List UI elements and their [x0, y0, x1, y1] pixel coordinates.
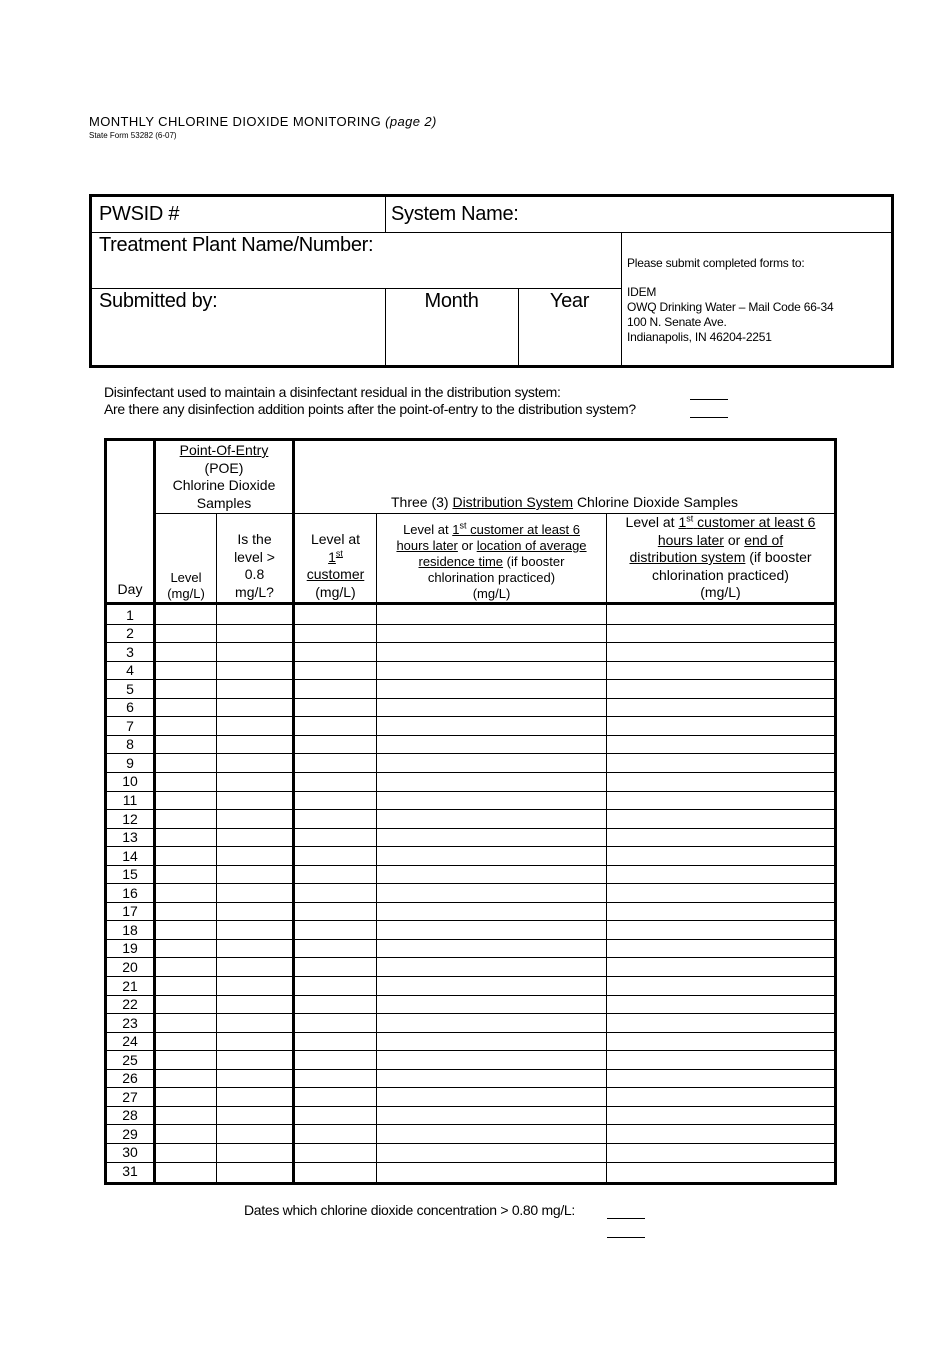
- day-number: 23: [122, 1014, 138, 1031]
- header-text: Level at: [403, 522, 449, 537]
- table-row-divider: [104, 624, 837, 625]
- poe-line: Samples: [196, 494, 252, 511]
- table-row-divider: [104, 1143, 837, 1144]
- header-text: customer at least 6: [470, 522, 580, 537]
- column-divider: [153, 438, 156, 1185]
- day-number: 19: [122, 940, 138, 957]
- header-text: (if booster: [506, 554, 565, 569]
- form-number: State Form 53282 (6-07): [89, 131, 177, 140]
- table-row-divider: [104, 1124, 837, 1125]
- table-row-divider: [104, 642, 837, 643]
- table-row-divider: [104, 661, 837, 662]
- dates-answer-line[interactable]: [607, 1237, 645, 1238]
- header-sup: st: [686, 513, 694, 524]
- table-row-divider: [104, 809, 837, 810]
- day-number: 6: [126, 699, 134, 716]
- day-number: 13: [122, 829, 138, 846]
- header-line: customer: [306, 566, 365, 582]
- day-number: 3: [126, 643, 134, 660]
- dist-first-header: [295, 531, 376, 601]
- header-text: chlorination practiced): [427, 570, 556, 585]
- table-row-divider: [104, 753, 837, 754]
- poe-title: Point-Of-Entry: [179, 442, 269, 458]
- submitted-by-label: Submitted by:: [99, 290, 218, 312]
- header-line: Level: [170, 570, 202, 585]
- day-number: 2: [126, 625, 134, 642]
- header-text: location of average: [476, 538, 587, 553]
- address-line: Indianapolis, IN 46204-2251: [627, 330, 772, 344]
- distribution-group-header: [295, 494, 834, 512]
- poe-level-header: [156, 570, 216, 602]
- form-title-page: (page 2): [385, 114, 437, 129]
- dist-underlined: Distribution System: [452, 494, 574, 510]
- header-text: Level at: [625, 514, 675, 530]
- treatment-plant-label: Treatment Plant Name/Number:: [99, 234, 374, 256]
- header-line: (mg/L): [167, 586, 205, 601]
- table-row-divider: [104, 735, 837, 736]
- table-row-divider: [104, 976, 837, 977]
- column-divider: [606, 513, 607, 1185]
- poe-group-header: [156, 442, 292, 512]
- day-number: 14: [122, 847, 138, 864]
- dist-end-header: [607, 514, 834, 602]
- divider: [385, 197, 386, 233]
- dist-average-header: [377, 522, 606, 602]
- addition-points-answer-line[interactable]: [690, 417, 728, 418]
- header-text: hours later: [657, 531, 724, 548]
- day-number: 20: [122, 958, 138, 975]
- day-number: 11: [122, 792, 138, 808]
- header-line: (mg/L): [315, 583, 356, 600]
- divider: [92, 288, 621, 289]
- header-ordinal: 1: [328, 548, 336, 565]
- divider: [621, 233, 622, 365]
- day-number: 25: [122, 1051, 138, 1068]
- header-text: residence time: [418, 554, 504, 569]
- header-line: 0.8: [244, 566, 265, 582]
- dates-over-limit-label: Dates which chlorine dioxide concentration > 0.80 mg/L:: [244, 1202, 575, 1218]
- info-box: [89, 194, 894, 368]
- table-row-divider: [104, 995, 837, 996]
- day-number: 10: [122, 773, 138, 790]
- day-number: 9: [126, 754, 134, 771]
- header-text: hours later: [396, 538, 458, 553]
- day-number: 22: [122, 996, 138, 1013]
- header-text: or: [461, 538, 474, 553]
- day-number: 5: [126, 680, 134, 697]
- table-border: [104, 438, 837, 441]
- header-text: customer at least 6: [697, 514, 816, 530]
- table-row-divider: [104, 846, 837, 847]
- year-label: Year: [549, 290, 590, 312]
- table-row-divider: [104, 772, 837, 773]
- table-row-divider: [104, 791, 837, 792]
- day-number: 24: [122, 1033, 138, 1050]
- header-text: chlorination practiced): [652, 566, 789, 583]
- header-line: Level at: [310, 531, 361, 547]
- header-ordinal: 1: [678, 514, 687, 530]
- monitoring-table: [104, 438, 837, 1185]
- header-text: end of: [744, 531, 784, 548]
- table-row-divider: [104, 957, 837, 958]
- table-row-divider: [104, 1050, 837, 1051]
- header-line: Is the: [237, 531, 272, 547]
- disinfectant-question: Disinfectant used to maintain a disinfectant residual in the distribution system:: [104, 384, 561, 400]
- table-row-divider: [104, 902, 837, 903]
- table-row-divider: [104, 1087, 837, 1088]
- header-line: level >: [234, 548, 275, 565]
- system-name-label: System Name:: [391, 203, 519, 225]
- table-row-divider: [104, 1069, 837, 1070]
- table-row-divider: [104, 865, 837, 866]
- day-number: 8: [126, 736, 134, 753]
- header-sup: st: [459, 520, 467, 531]
- header-line: mg/L?: [235, 583, 274, 600]
- address-line: OWQ Drinking Water – Mail Code 66-34: [627, 300, 834, 314]
- column-divider: [216, 513, 217, 1185]
- table-row-divider: [104, 716, 837, 717]
- table-row-divider: [104, 1032, 837, 1033]
- day-number: 16: [122, 884, 138, 901]
- header-sup: st: [335, 547, 343, 558]
- submit-to-label: Please submit completed forms to:: [627, 256, 805, 270]
- pwsid-label: PWSID #: [99, 203, 180, 225]
- day-number: 7: [126, 717, 134, 734]
- table-row-divider: [104, 679, 837, 680]
- table-row-divider: [104, 1106, 837, 1107]
- header-ordinal: 1: [452, 522, 460, 537]
- table-row-divider: [104, 939, 837, 940]
- table-row-divider: [104, 883, 837, 884]
- header-text: (if booster: [749, 549, 812, 565]
- dist-suffix: Chlorine Dioxide Samples: [576, 494, 739, 510]
- poe-line: Chlorine Dioxide: [172, 477, 276, 493]
- dist-prefix: Three (3): [390, 494, 449, 510]
- table-row-divider: [104, 1013, 837, 1014]
- addition-points-question: Are there any disinfection addition points after the point-of-entry to the distribution system?: [104, 401, 636, 417]
- header-text: (mg/L): [472, 586, 511, 601]
- table-row-divider: [104, 920, 837, 921]
- table-row-divider: [104, 828, 837, 829]
- day-number: 17: [122, 903, 138, 920]
- address-line: IDEM: [627, 285, 657, 299]
- table-border: [834, 438, 837, 1185]
- header-separator: [104, 602, 837, 605]
- month-label: Month: [424, 290, 479, 312]
- poe-check-header: [217, 531, 292, 601]
- form-title: [89, 114, 437, 129]
- address-line: 100 N. Senate Ave.: [627, 315, 727, 329]
- day-number: 30: [122, 1144, 138, 1161]
- table-border: [104, 1182, 837, 1185]
- disinfectant-answer-line[interactable]: [690, 399, 728, 400]
- day-number: 21: [122, 977, 138, 994]
- day-number: 4: [126, 662, 134, 679]
- header-text: distribution system: [629, 549, 746, 565]
- day-number: 15: [122, 866, 138, 883]
- address-block: [627, 285, 833, 345]
- day-header: Day: [117, 581, 143, 597]
- header-text: (mg/L): [700, 584, 741, 600]
- day-number: 1: [126, 606, 134, 623]
- day-number: 26: [122, 1070, 138, 1087]
- table-row-divider: [104, 698, 837, 699]
- dates-answer-line[interactable]: [607, 1218, 645, 1219]
- day-number: 28: [122, 1107, 138, 1124]
- poe-line: (POE): [204, 459, 244, 476]
- divider: [92, 232, 891, 233]
- column-divider: [376, 513, 377, 1185]
- table-row-divider: [104, 1162, 837, 1163]
- day-number: 27: [122, 1088, 138, 1105]
- header-text: or: [727, 531, 741, 548]
- form-title-text: MONTHLY CHLORINE DIOXIDE MONITORING: [89, 114, 382, 129]
- day-number: 12: [122, 810, 138, 827]
- day-number: 18: [122, 921, 138, 938]
- day-number: 29: [122, 1125, 138, 1142]
- day-number: 31: [122, 1163, 138, 1179]
